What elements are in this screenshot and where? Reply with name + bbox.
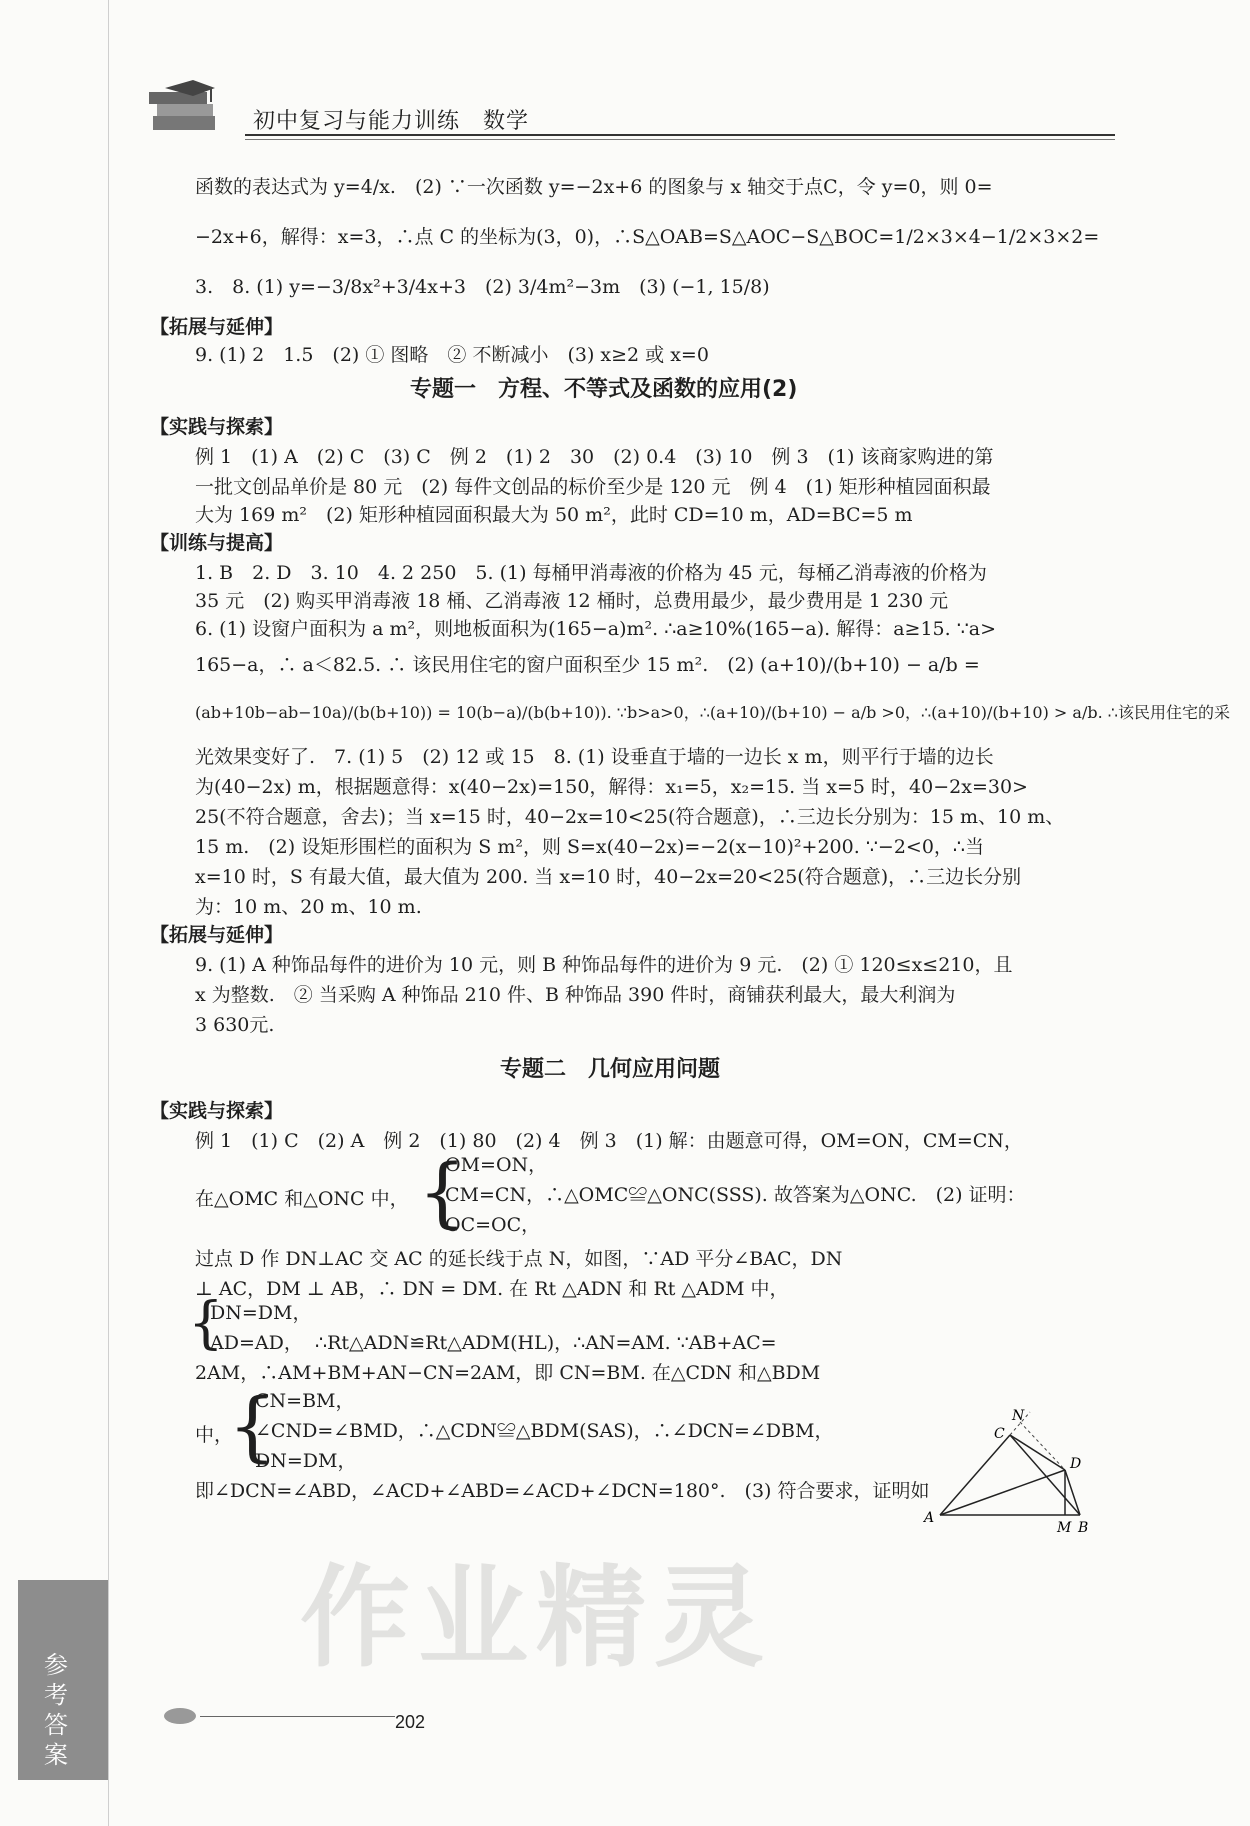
page-header	[145, 78, 1115, 138]
answer-line: 过点 D 作 DN⊥AC 交 AC 的延长线于点 N，如图，∵AD 平分∠BAC，DN	[195, 1248, 843, 1270]
answer-line: 3. 8. (1) y=−3/8x²+3/4x+3 (2) 3/4m²−3m (3) (−1, 15/8)	[195, 276, 770, 298]
label-c: C	[994, 1426, 1005, 1442]
answer-line: x=10 时，S 有最大值，最大值为 200. 当 x=10 时，40−2x=20<25(符合题意)，∴三边长分别	[195, 866, 1022, 888]
brace-row: ∠CND=∠BMD，∴△CDN≌△BDM(SAS)，∴∠DCN=∠DBM，	[255, 1420, 834, 1442]
brace: {	[188, 1291, 224, 1356]
segment-cb	[1010, 1435, 1080, 1515]
label-n: N	[1012, 1408, 1025, 1424]
segment-db	[1065, 1470, 1080, 1515]
brace: {	[418, 1147, 467, 1236]
answer-line: 165−a，∴ a＜82.5. ∴ 该民用住宅的窗户面积至少 15 m². (2) (a+10)/(b+10) − a/b =	[195, 654, 980, 676]
page-number: 202	[395, 1712, 426, 1732]
watermark: 作业精灵	[300, 1554, 772, 1682]
brace-row: AD=AD，	[210, 1332, 303, 1354]
brace-system	[210, 1298, 311, 1358]
answer-line: x 为整数. ② 当采购 A 种饰品 210 件、B 种饰品 390 件时，商铺获利最大，最大利润为	[195, 984, 956, 1006]
answer-line: 9. (1) A 种饰品每件的进价为 10 元，则 B 种饰品每件的进价为 9 元. (2) ① 120≤x≤210，且	[195, 954, 1013, 976]
answer-line: −2x+6，解得：x=3，∴点 C 的坐标为(3，0)，∴S△OAB=S△AOC−S△BOC=1/2×3×4−1/2×3×2=	[195, 226, 1100, 248]
side-tab-label: 参考答案	[44, 1651, 68, 1769]
footer-leaf-icon	[160, 1700, 200, 1730]
answer-line: 即∠DCN=∠ABD，∠ACD+∠ABD=∠ACD+∠DCN=180°. (3) 符合要求，证明如	[195, 1480, 930, 1502]
label-d: D	[1070, 1456, 1082, 1472]
label-a: A	[924, 1510, 935, 1526]
answer-line: 为：10 m、20 m、10 m.	[195, 896, 422, 918]
answer-line: 2AM，∴AM+BM+AN−CN=2AM，即 CN=BM. 在△CDN 和△BDM	[195, 1362, 821, 1384]
answer-line: 为(40−2x) m，根据题意得：x(40−2x)=150，解得：x₁=5，x₂=15. 当 x=5 时，40−2x=30>	[195, 776, 1028, 798]
brace-row: DN=DM，	[210, 1302, 312, 1324]
side-tab	[18, 1580, 108, 1780]
answer-line: 6. (1) 设窗户面积为 a m²，则地板面积为(165−a)m². ∴a≥10%(165−a). 解得：a≥15. ∵a>	[195, 618, 997, 640]
answer-line: 中，	[195, 1424, 234, 1446]
answer-line: 35 元 (2) 购买甲消毒液 18 桶、乙消毒液 12 桶时，总费用最少，最少费用是 1 230 元	[195, 590, 949, 612]
answer-line: ∴Rt△ADN≌Rt△ADM(HL)，∴AN=AM. ∵AB+AC=	[315, 1332, 777, 1354]
geometry-figure	[920, 1400, 1110, 1540]
section-heading: 【拓展与延伸】	[150, 924, 284, 946]
header-rule-thin	[245, 139, 1115, 140]
answer-line: 函数的表达式为 y=4/x. (2) ∵一次函数 y=−2x+6 的图象与 x 轴交于点C，令 y=0，则 0=	[195, 176, 993, 198]
answer-line: 例 1 (1) A (2) C (3) C 例 2 (1) 2 30 (2) 0.4 (3) 10 例 3 (1) 该商家购进的第	[195, 446, 994, 468]
label-m: M	[1057, 1520, 1072, 1536]
answer-line: 15 m. (2) 设矩形围栏的面积为 S m²，则 S=x(40−2x)=−2(x−10)²+200. ∵−2<0，∴当	[195, 836, 985, 858]
answer-line: 25(不符合题意，舍去)；当 x=15 时，40−2x=10<25(符合题意)，∴三边长分别为：15 m、10 m、	[195, 806, 1065, 828]
brace-row: OC=OC，	[445, 1214, 541, 1236]
page-edge	[108, 0, 109, 1826]
section-heading: 【训练与提高】	[150, 532, 284, 554]
brace-row: CN=BM，	[255, 1390, 355, 1412]
brace-row: DN=DM，	[255, 1450, 357, 1472]
section-heading: 【实践与探索】	[150, 416, 284, 438]
brace-row: CM=CN，∴△OMC≌△ONC(SSS). 故答案为△ONC. (2) 证明：	[445, 1184, 1026, 1206]
section-heading: 【拓展与延伸】	[150, 316, 284, 338]
answer-line: 3 630元.	[195, 1014, 275, 1036]
answer-line: 例 1 (1) C (2) A 例 2 (1) 80 (2) 4 例 3 (1) 解：由题意可得，OM=ON，CM=CN，	[195, 1130, 1023, 1152]
header-title: 初中复习与能力训练 数学	[253, 109, 530, 134]
header-rule	[245, 134, 1115, 136]
answer-line: 大为 169 m² (2) 矩形种植园面积最大为 50 m²，此时 CD=10 m，AD=BC=5 m	[195, 504, 913, 526]
section-heading: 【实践与探索】	[150, 1100, 284, 1122]
footer-rule	[200, 1716, 395, 1717]
brace-row: OM=ON，	[445, 1154, 548, 1176]
topic-title: 专题二 几何应用问题	[500, 1057, 721, 1082]
brace-system	[255, 1386, 833, 1476]
answer-line: 1. B 2. D 3. 10 4. 2 250 5. (1) 每桶甲消毒液的价格为 45 元，每桶乙消毒液的价格为	[195, 562, 987, 584]
answer-line: 在△OMC 和△ONC 中，	[195, 1188, 409, 1210]
answer-line: ⊥ AC，DM ⊥ AB，∴ DN = DM. 在 Rt △ADN 和 Rt △ADM 中，	[195, 1278, 789, 1300]
brace: {	[228, 1381, 277, 1470]
brace-system	[445, 1150, 1026, 1240]
answer-line: (ab+10b−ab−10a)/(b(b+10)) = 10(b−a)/(b(b+10)). ∵b>a>0，∴(a+10)/(b+10) − a/b >0，∴(a+10)/(b+10) > a/b. ∴该民用住宅的采	[195, 703, 1230, 722]
answer-line: 一批文创品单价是 80 元 (2) 每件文创品的标价至少是 120 元 例 4 (1) 矩形种植园面积最	[195, 476, 991, 498]
topic-title: 专题一 方程、不等式及函数的应用(2)	[410, 377, 798, 402]
answer-line: 9. (1) 2 1.5 (2) ① 图略 ② 不断减小 (3) x≥2 或 x=0	[195, 344, 709, 366]
books-logo-icon	[145, 78, 225, 138]
label-b: B	[1078, 1520, 1089, 1536]
answer-line: 光效果变好了. 7. (1) 5 (2) 12 或 15 8. (1) 设垂直于墙的一边长 x m，则平行于墙的边长	[195, 746, 994, 768]
